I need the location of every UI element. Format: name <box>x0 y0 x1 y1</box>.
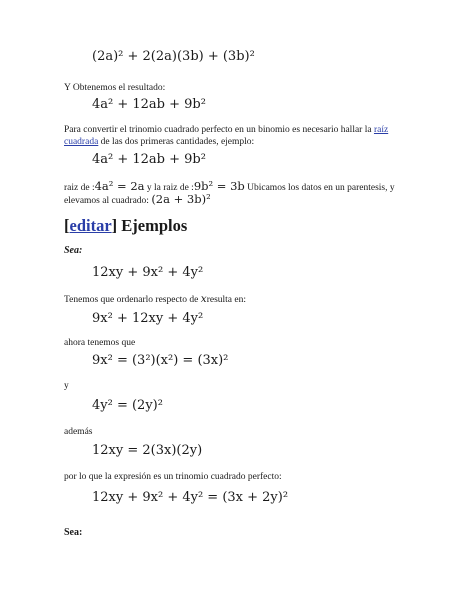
link-raiz[interactable]: raíz <box>373 125 389 135</box>
equation-example: 4a² + 12ab + 9b² <box>92 152 206 167</box>
equation-final: 12xy + 9x² + 4y² = (3x + 2y)² <box>92 490 289 505</box>
roots-text: Ubicamos los datos en un parentesis, y <box>244 183 395 193</box>
equation-ordered: 9x² + 12xy + 4y² <box>92 311 204 326</box>
equation-example-1: 12xy + 9x² + 4y² <box>92 265 204 280</box>
paragraph-text: de las dos primeras cantidades, ejemplo: <box>98 137 255 147</box>
equation-result: 4a² + 12ab + 9b² <box>92 97 206 112</box>
elevamos-line <box>64 193 211 207</box>
roots-line <box>64 180 395 194</box>
equation-4y-square: 4y² = (2y)² <box>92 398 163 413</box>
result-intro-text: Y Obtenemos el resultado: <box>64 83 166 93</box>
equation-expansion: (2a)² + 2(2a)(3b) + (3b)² <box>92 49 255 64</box>
order-text: resulta en: <box>206 295 247 305</box>
heading-bracket-close: ] <box>111 216 118 235</box>
root-2a-math: 4a² = 2a <box>94 179 145 193</box>
order-line <box>64 293 246 306</box>
conclusion-text: por lo que la expresión es un trinomio cuadrado perfecto: <box>64 472 282 482</box>
paragraph-convert-line2 <box>64 136 254 148</box>
edit-link[interactable]: editar <box>69 216 112 235</box>
section-heading <box>64 216 187 236</box>
root-3b-math: 9b² = 3b <box>193 179 245 193</box>
sea-label-2: Sea: <box>64 527 83 538</box>
ahora-text: ahora tenemos que <box>64 338 136 348</box>
roots-text: y la raiz de : <box>144 183 194 193</box>
roots-text: raiz de : <box>64 183 95 193</box>
heading-title: Ejemplos <box>117 216 188 235</box>
y-text: y <box>64 381 69 391</box>
paragraph-convert-line1 <box>64 124 388 136</box>
equation-double-product: 12xy = 2(3x)(2y) <box>92 443 203 458</box>
link-cuadrada[interactable]: cuadrada <box>64 137 99 147</box>
equation-9x-square: 9x² = (3²)(x²) = (3x)² <box>92 353 229 368</box>
heading-bracket-open: [ <box>64 216 70 235</box>
binomial-squared-math: (2a + 3b)² <box>151 192 211 206</box>
variable-x: x <box>200 293 207 305</box>
elevamos-text: elevamos al cuadrado: <box>64 196 149 206</box>
ademas-text: además <box>64 427 93 437</box>
order-text: Tenemos que ordenarlo respecto de <box>64 295 201 305</box>
paragraph-text: Para convertir el trinomio cuadrado perfecto en un binomio es necesario hallar la <box>64 125 372 135</box>
sea-label-1: Sea: <box>64 245 83 256</box>
